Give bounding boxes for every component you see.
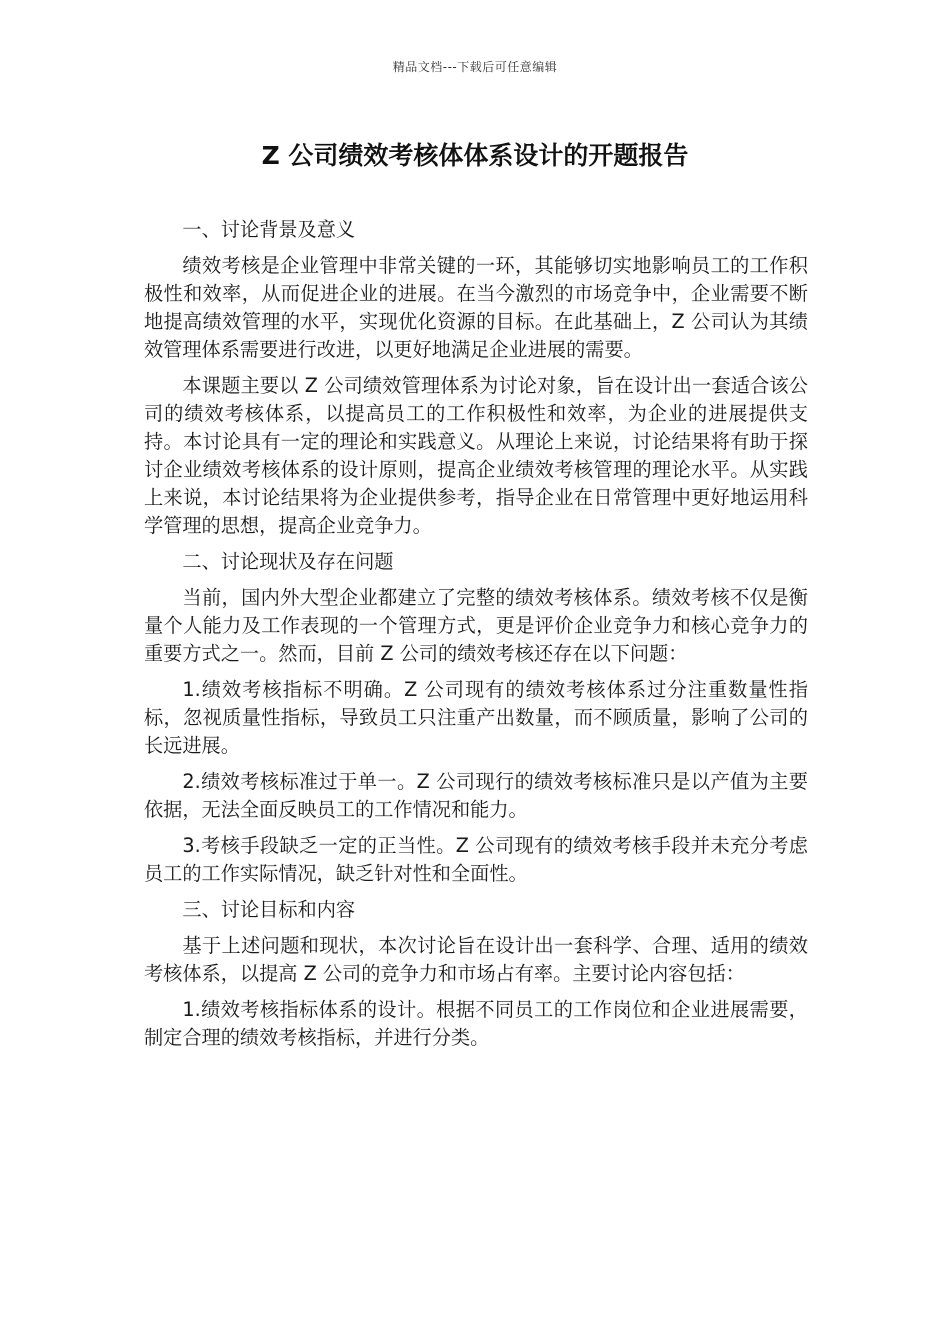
section-heading-status: 二、讨论现状及存在问题 [182, 550, 394, 573]
document-title: Z 公司绩效考核体体系设计的开题报告 [261, 141, 689, 170]
header-note: 精品文档---下载后可任意编辑 [392, 60, 558, 74]
section-heading-goals: 三、讨论目标和内容 [182, 898, 356, 921]
section-heading-background: 一、讨论背景及意义 [182, 218, 356, 241]
paragraph-status-4: 3.考核手段缺乏一定的正当性。Z 公司现有的绩效考核手段并未充分考虑员工的工作实际情况，缺乏针对性和全面性。 [144, 834, 808, 885]
paragraph-goals-2: 1.绩效考核指标体系的设计。根据不同员工的工作岗位和企业进展需要，制定合理的绩效考核指标，并进行分类。 [144, 998, 808, 1049]
paragraph-status-3: 2.绩效考核标准过于单一。Z 公司现行的绩效考核标准只是以产值为主要依据，无法全面反映员工的工作情况和能力。 [144, 770, 808, 821]
paragraph-background-2: 本课题主要以 Z 公司绩效管理体系为讨论对象，旨在设计出一套适合该公司的绩效考核体系，以提高员工的工作积极性和效率，为企业的进展提供支持。本讨论具有一定的理论和实践意义。从理论上来说，讨论结果将有助于探讨企业绩效考核体系的设计原则，提高企业绩效考核管理的理论水平。从实践上来说，本讨论结果将为企业提供参考，指导企业在日常管理中更好地运用科学管理的思想，提高企业竞争力。 [144, 374, 808, 537]
paragraph-background-1: 绩效考核是企业管理中非常关键的一环，其能够切实地影响员工的工作积极性和效率，从而促进企业的进展。在当今激烈的市场竞争中，企业需要不断地提高绩效管理的水平，实现优化资源的目标。在此基础上，Z 公司认为其绩效管理体系需要进行改进，以更好地满足企业进展的需要。 [144, 254, 808, 361]
paragraph-goals-1: 基于上述问题和现状，本次讨论旨在设计出一套科学、合理、适用的绩效考核体系，以提高 Z 公司的竞争力和市场占有率。主要讨论内容包括： [144, 934, 808, 985]
paragraph-status-1: 当前，国内外大型企业都建立了完整的绩效考核体系。绩效考核不仅是衡量个人能力及工作表现的一个管理方式，更是评价企业竞争力和核心竞争力的重要方式之一。然而，目前 Z 公司的绩效考核还存在以下问题： [144, 586, 808, 665]
document-body [144, 216, 808, 1060]
paragraph-status-2: 1.绩效考核指标不明确。Z 公司现有的绩效考核体系过分注重数量性指标，忽视质量性指标，导致员工只注重产出数量，而不顾质量，影响了公司的长远进展。 [144, 678, 808, 757]
